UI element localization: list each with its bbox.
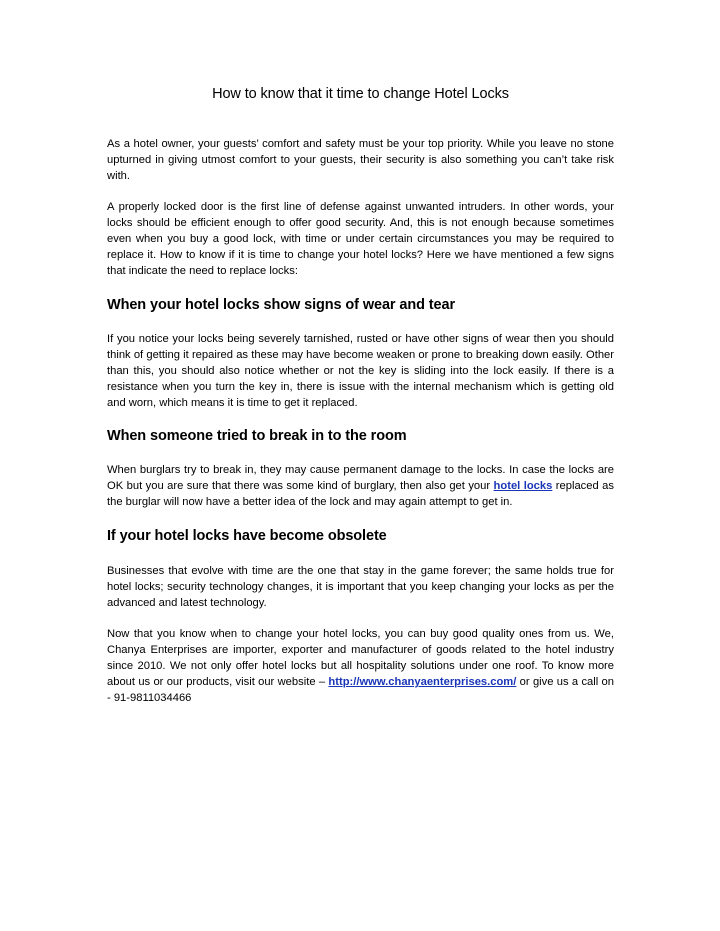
website-link[interactable]: http://www.chanyaenterprises.com/ [328, 676, 517, 688]
closing-text-after: or give us a call on - 91-9811034466 [107, 676, 615, 704]
obsolete-paragraph: Businesses that evolve with time are the one that stay in the game forever; the same holds true for hotel locks; security technology changes, it is important that you keep changing your locks as per the advanced and latest technology. [107, 565, 614, 609]
break-in-text-after: replaced as the burglar will now have a better idea of the lock and may again attempt to get in. [107, 480, 614, 508]
defense-paragraph: A properly locked door is the first line of defense against unwanted intruders. In other words, your locks should be efficient enough to offer good security. And, this is not enough because sometimes even when you buy a good lock, with time or under certain circumstances you may be required to replace it. How to know if it is time to change your hotel locks? Here we have mentioned a few signs that indicate the need to replace locks: [107, 201, 614, 277]
closing-paragraph [107, 626, 614, 706]
intro-paragraph: As a hotel owner, your guests’ comfort and safety must be your top priority. While you leave no stone upturned in giving utmost comfort to your guests, their security is also something you can’t take risk with. [107, 138, 614, 182]
closing-text-before: Now that you know when to change your hotel locks, you can buy good quality ones from us. We, Chanya Enterprises are importer, exporter and manufacturer of goods related to the hotel industry since 2010. We not only offer hotel locks but all hospitality solutions under one roof. To know more about us or our products, visit our website – [107, 628, 614, 688]
heading-break-in: When someone tried to break in to the room [107, 428, 407, 444]
wear-paragraph: If you notice your locks being severely tarnished, rusted or have other signs of wear then you should think of getting it repaired as these may have become weaken or prone to breaking down easily. Other than this, you should also notice whether or not the key is sliding into the lock easily. If there is a resistance when you turn the key in, there is issue with the internal mechanism which is getting old and worn, which means it is time to get it replaced. [107, 333, 614, 409]
heading-obsolete: If your hotel locks have become obsolete [107, 528, 387, 544]
break-in-paragraph [107, 462, 614, 510]
break-in-text-before: When burglars try to break in, they may cause permanent damage to the locks. In case the locks are OK but you are sure that there was some kind of burglary, then also get your [107, 464, 614, 492]
hotel-locks-link[interactable]: hotel locks [493, 480, 553, 492]
document-title: How to know that it time to change Hotel Locks [212, 86, 509, 102]
heading-wear-and-tear: When your hotel locks show signs of wear and tear [107, 297, 455, 313]
